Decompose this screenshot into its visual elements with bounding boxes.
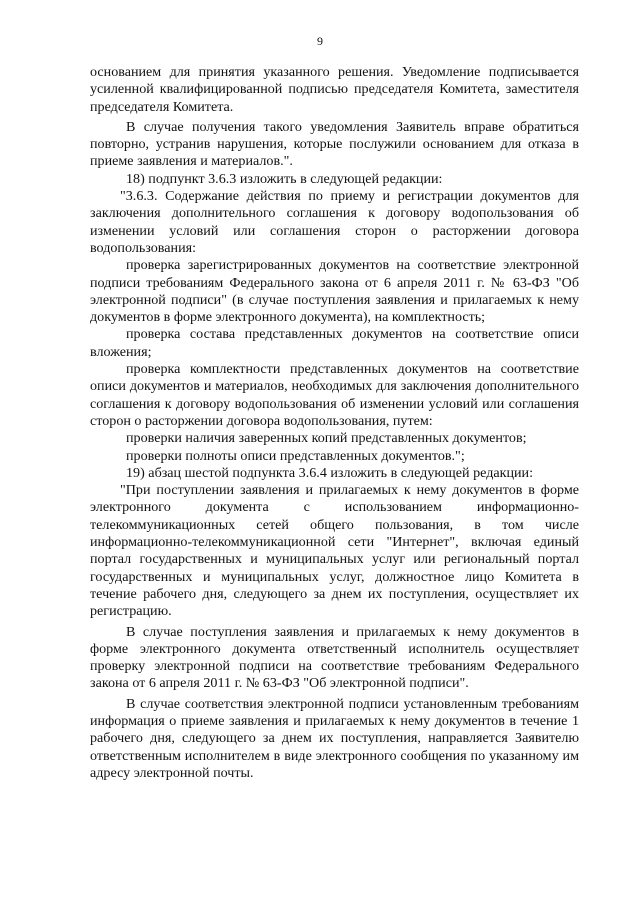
paragraph-2: В случае получения такого уведомления Заявитель вправе обратиться повторно, устранив нарушения, которые послужили основанием для отказа в приеме заявления и материалов.". <box>90 118 579 170</box>
paragraph-9: проверки полноты описи представленных документов."; <box>126 447 465 464</box>
paragraph-7: проверка комплектности представленных документов на соответствие описи документов и материалов, необходимых для заключения дополнительного соглашения к договору водопользования об изменении условий или соглашения сторон о расторжении договора водопользования, путем: <box>90 361 579 429</box>
paragraph-8: проверки наличия заверенных копий представленных документов; <box>126 430 527 447</box>
paragraph-11: "При поступлении заявления и прилагаемых к нему документов в форме электронного документа с использованием информационно-телекоммуникационных сетей общего пользования, в том числе информационно-телекоммуникационной сети "Интернет", включая единый портал государственных и муниципальных услуг или региональный портал государственных и муниципальных услуг, должностное лицо Комитета в течение рабочего дня, следующего за днем их поступления, осуществляет их регистрацию. <box>90 482 579 620</box>
document-body <box>90 64 579 782</box>
page-number: 9 <box>317 34 323 48</box>
paragraph-5: проверка зарегистрированных документов на соответствие электронной подписи требованиям Федерального закона от 6 апреля 2011 г. № 63-ФЗ "Об электронной подписи" (в случае поступления заявления и прилагаемых к нему документов в форме электронного документа), на комплектность; <box>90 257 579 326</box>
paragraph-13: В случае соответствия электронной подписи установленным требованиям информация о приеме заявления и прилагаемых к нему документов в течение 1 рабочего дня, следующего за днем их поступления, направляется Заявителю ответственным исполнителем в виде электронного сообщения по указанному им адресу электронной почты. <box>90 695 579 781</box>
paragraph-1: основанием для принятия указанного решения. Уведомление подписывается усиленной квалифицированной подписью председателя Комитета, заместителя председателя Комитета. <box>90 64 579 115</box>
paragraph-3: 18) подпункт 3.6.3 изложить в следующей редакции: <box>126 170 443 187</box>
paragraph-6: проверка состава представленных документов на соответствие описи вложения; <box>90 326 579 360</box>
paragraph-4: "3.6.3. Содержание действия по приему и регистрации документов для заключения дополнительного соглашения к договору водопользования об изменении условий или соглашения сторон о расторжении договора водопользования: <box>90 188 579 256</box>
paragraph-10: 19) абзац шестой подпункта 3.6.4 изложить в следующей редакции: <box>126 464 534 481</box>
paragraph-12: В случае поступления заявления и прилагаемых к нему документов в форме электронного документа ответственный исполнитель осуществляет проверку электронной подписи на соответствие требованиям Федерального закона от 6 апреля 2011 г. № 63-ФЗ "Об электронной подписи". <box>90 623 579 692</box>
